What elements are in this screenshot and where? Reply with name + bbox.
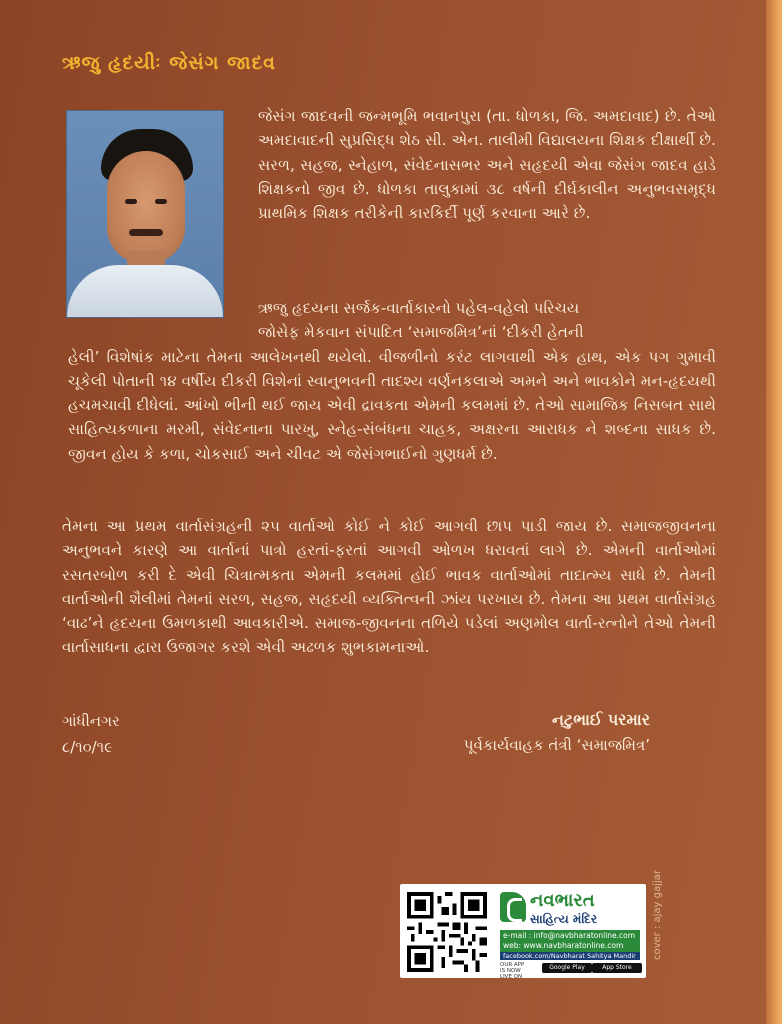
paragraph-introduction-line1: ઋજુ હૃદયના સર્જક-વાર્તાકારનો પહેલ-વહેલો પરિચય [258, 299, 580, 317]
paragraph-introduction-line2: જોસેફ મેકવાન સંપાદિત ‘સમાજમિત્ર’નાં ‘દીકરી હેતની [258, 323, 584, 342]
app-live-text: OUR APP IS NOW LIVE ON [500, 962, 525, 980]
publisher-logo-icon [500, 892, 526, 922]
publisher-email[interactable]: e-mail : info@navbharatonline.com [503, 931, 636, 940]
photo-face [107, 151, 185, 263]
google-play-badge[interactable]: Google Play [542, 963, 592, 973]
photo-mustache [129, 229, 163, 236]
publisher-contact [500, 930, 640, 952]
app-store-badge[interactable]: App Store [592, 963, 642, 973]
publisher-web[interactable]: web: www.navbharatonline.com [503, 941, 624, 950]
cover-credit: cover : ajay gajjar [652, 870, 663, 960]
publisher-logo [498, 888, 642, 980]
page-heading: ઋજુ હૃદયીઃ જેસંગ જાદવ [62, 52, 277, 74]
paragraph-collection: તેમના આ પ્રથમ વાર્તાસંગ્રહની ૨૫ વાર્તાઓ કોઈ ને કોઈ આગવી છાપ પાડી જાય છે. સમાજજીવનના અનુભવને કારણે આ વાર્તાનાં પાત્રો હરતાં-ફરતાં આગવી ઓળખ ધરાવતાં લાગે છે. એમની વાર્તાઓમાં રસતરબોળ કરી દે એવી ચિત્રાત્મકતા એમની કલમમાં હોઈ ભાવક વાર્તાઓમાં તાદાત્મ્ય સાધે છે. તેમની વાર્તાઓની શૈલીમાં તેમનાં સરળ, સહજ, સહૃદયી વ્યક્તિત્વની ઝાંય પરખાય છે. તેમના આ પ્રથમ વાર્તાસંગ્રહ ‘વાઢ’ને હૃદયના ઉમળકાથી આવકારીએ. સમાજ-જીવનના તળિયે પડેલાં અણમોલ વાર્તા-રત્નોને તેઓ તેમની વાર્તાસાધના દ્વારા ઉજાગર કરશે એવી અઢળક શુભકામનાઓ. [62, 517, 716, 657]
qr-code [406, 892, 488, 972]
signoff-name: નટુભાઈ પરમાર [551, 710, 650, 729]
paragraph-introduction [68, 296, 716, 466]
author-photo [66, 110, 224, 318]
publisher-box [400, 884, 646, 978]
photo-eye-left [125, 199, 137, 204]
signoff-role: પૂર્વકાર્યવાહક તંત્રી ‘સમાજમિત્ર’ [463, 736, 650, 754]
signoff-date: ૮/૧૦/૧૯ [62, 738, 113, 756]
paragraph-introduction-rest: હેલી’ વિશેષાંક માટેના તેમના આલેખનથી થયેલો. વીજળીનો કરંટ લાગવાથી એક હાથ, એક પગ ગુમાવી ચૂકેલી પોતાની ૧૪ વર્ષીય દીકરી વિશેનાં સ્વાનુભવની તાદશ્ય વર્ણનકલાએ અમને અને ભાવકોને મન-હૃદયથી હચમચાવી દીધેલાં. આંખો ભીની થઈ જાય એવી દ્રાવકતા એમની કલમમાં છે. તેઓ સામાજિક નિસબત સાથે સાહિત્યકળાના મરમી, સંવેદનાના પારખુ, સ્નેહ-સંબંધના ચાહક, અક્ષરના આરાધક ને શબ્દના સાધક છે. જીવન હોય કે કળા, ચોકસાઈ અને ચીવટ એ જેસંગભાઈનો ગુણધર્મ છે. [68, 347, 716, 463]
publisher-brand: નવભારત [530, 890, 595, 911]
spine-edge [766, 0, 782, 1024]
app-store-row [500, 962, 640, 980]
paragraph-intro: જેસંગ જાદવની જન્મભૂમિ ભવાનપુરા (તા. ધોળકા, જિ. અમદાવાદ) છે. તેઓ અમદાવાદની સુપ્રસિદ્ધ શેઠ સી. એન. તાલીમી વિદ્યાલયના શિક્ષક દીક્ષાર્થી છે. સરળ, સહજ, સ્નેહાળ, સંવેદનાસભર અને સહૃદયી એવા જેસંગ જાદવ હાડે શિક્ષકનો જીવ છે. ધોળકા તાલુકામાં ૩૮ વર્ષની દીર્ઘકાલીન અનુભવસમૃદ્ધ પ્રાથમિક શિક્ષક તરીકેની કારકિર્દી પૂર્ણ કરવાના આરે છે. [258, 107, 716, 223]
publisher-facebook[interactable]: facebook.com/Navbharat Sahitya Mandir [500, 952, 640, 960]
signoff-place: ગાંધીનગર [62, 712, 120, 730]
photo-eye-right [155, 199, 167, 204]
publisher-brand-sub: સાહિત્ય મંદિર [530, 912, 598, 926]
